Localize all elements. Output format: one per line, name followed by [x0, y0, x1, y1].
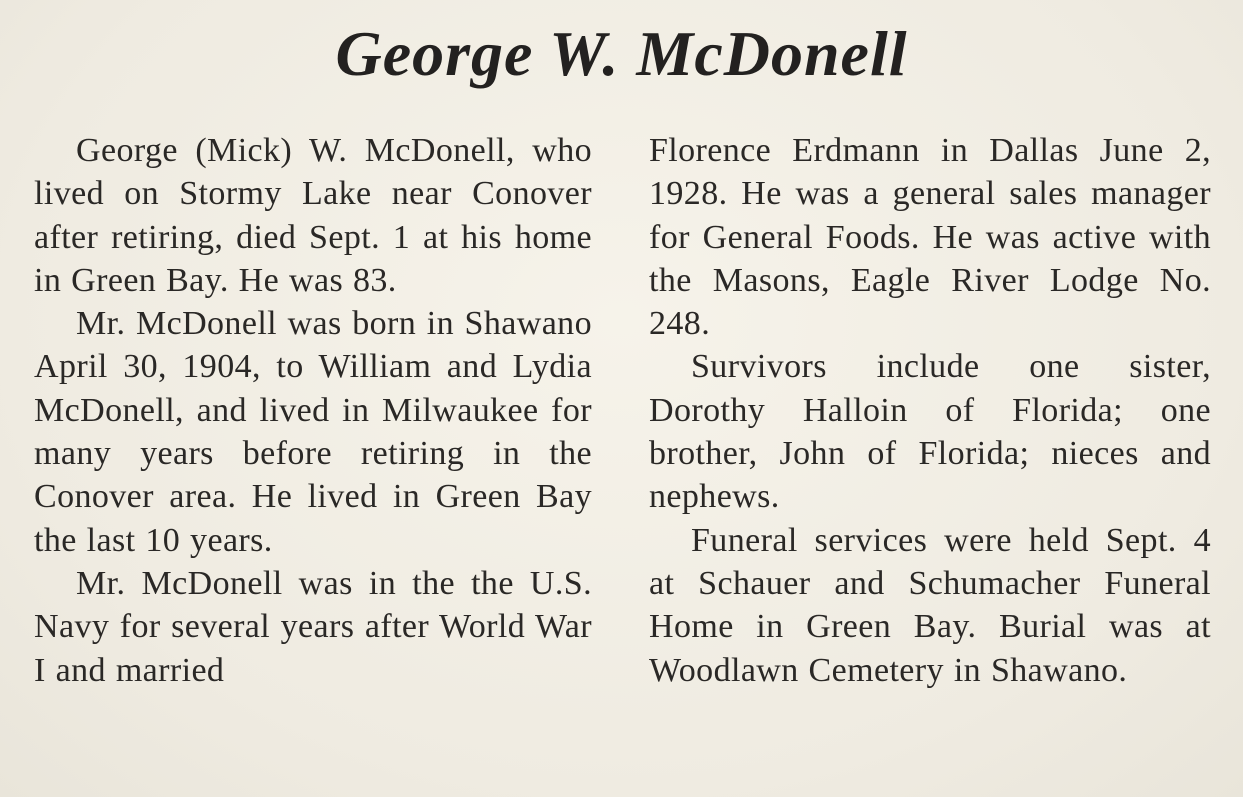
paragraph-navy-and-marriage: Mr. McDonell was in the the U.S. Navy for several years after World War I and married [34, 564, 592, 689]
paragraph-marriage-and-career: Florence Erdmann in Dallas June 2, 1928. He was a general sales manager for General Foods. He was active with the Masons, Eagle River Lodge No. 248. [649, 132, 1211, 343]
paragraph-birth-and-residence: Mr. McDonell was born in Shawano April 30, 1904, to William and Lydia McDonell, and lived in Milwaukee for many years before retiring in the Conover area. He lived in Green Bay the last 10 years. [34, 305, 592, 559]
paragraph-death-notice: George (Mick) W. McDonell, who lived on Stormy Lake near Conover after retiring, died Sept. 1 at his home in Green Bay. He was 83. [34, 132, 592, 299]
right-column [649, 129, 1211, 692]
paragraph-funeral-services: Funeral services were held Sept. 4 at Schauer and Schumacher Funeral Home in Green Bay. Burial was at Woodlawn Cemetery in Shawano. [649, 521, 1211, 689]
obituary-title: George W. McDonell [335, 18, 908, 89]
paragraph-survivors: Survivors include one sister, Dorothy Halloin of Florida; one brother, John of Florida; nieces and nephews. [649, 348, 1211, 516]
left-column [34, 129, 592, 692]
